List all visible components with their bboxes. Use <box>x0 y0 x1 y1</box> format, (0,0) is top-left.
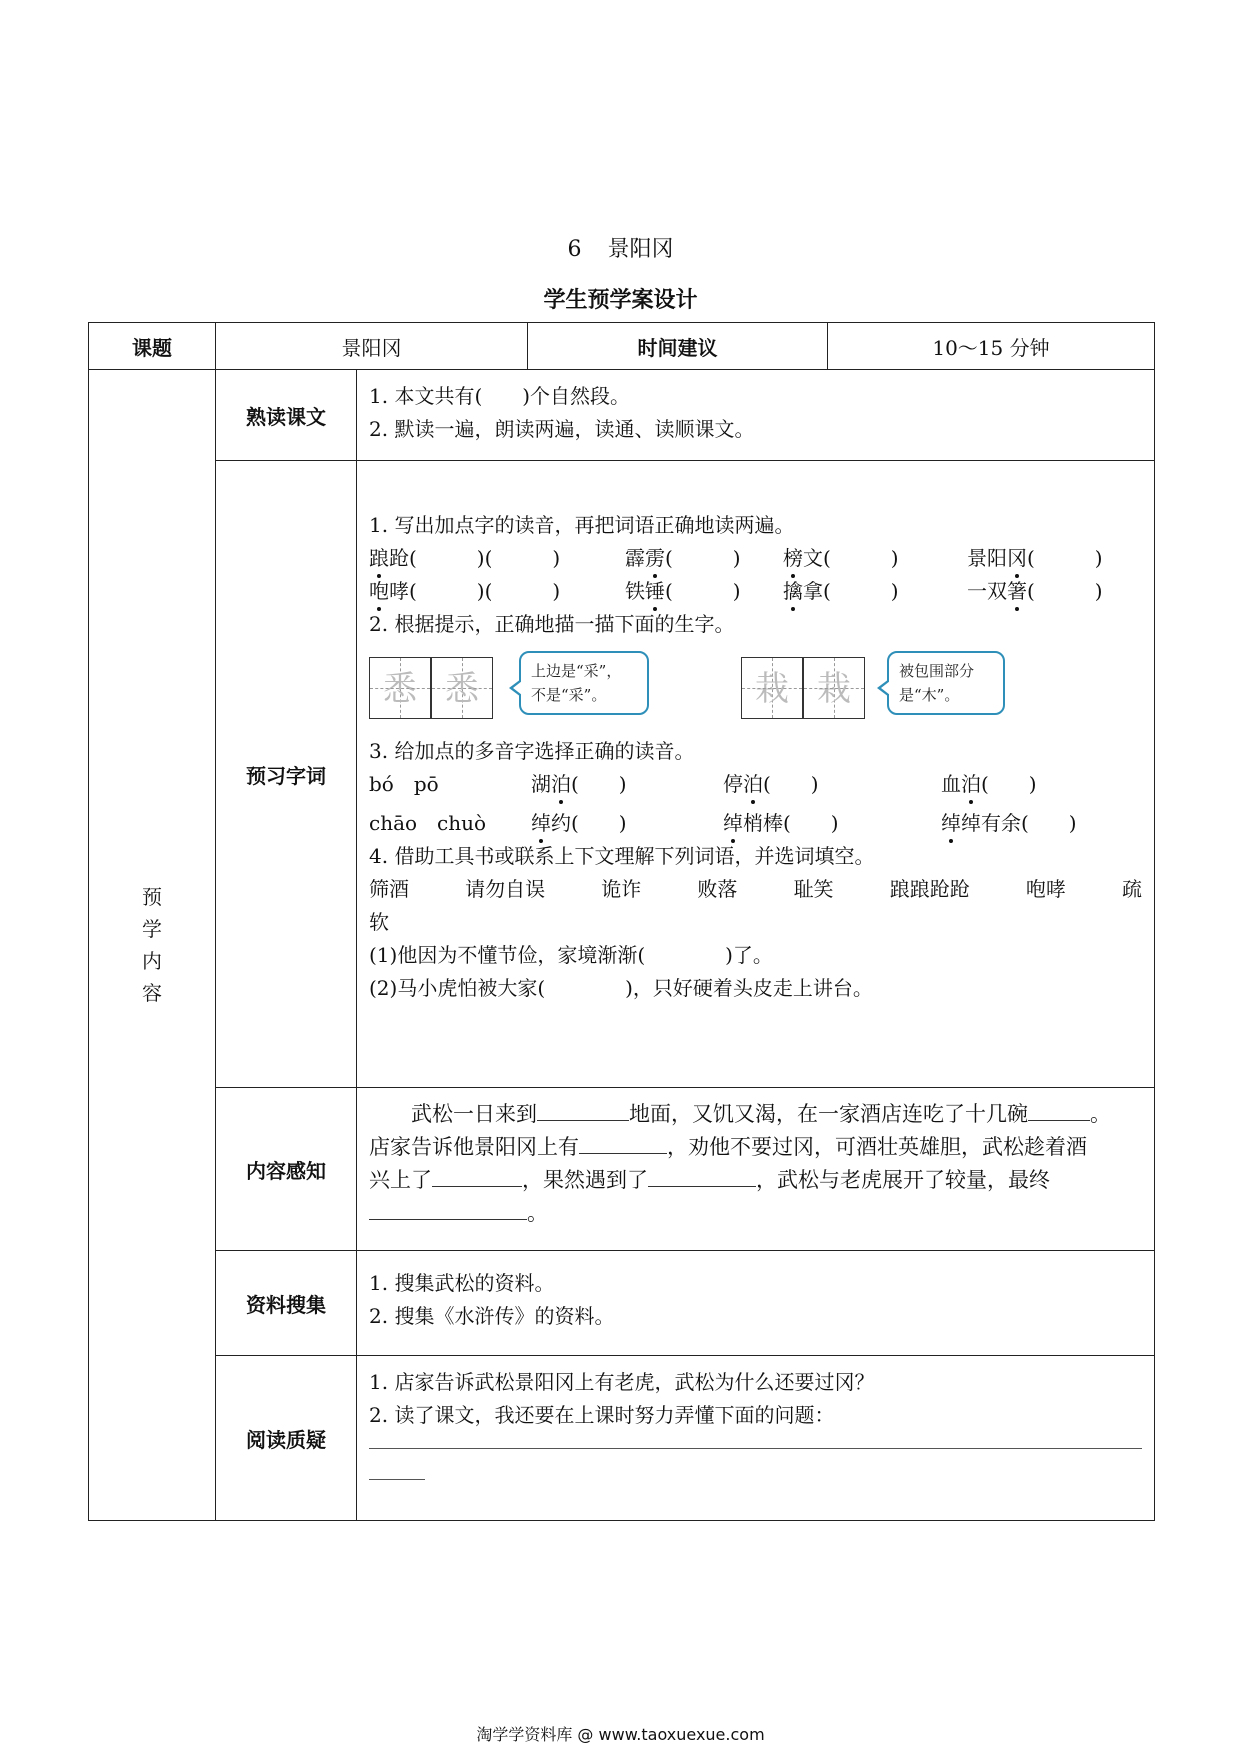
research-content <box>357 1251 1155 1356</box>
answer-line-short <box>369 1479 425 1480</box>
pinyin-row-2 <box>369 575 1142 608</box>
time-label: 时间建议 <box>528 323 828 370</box>
passage-line: 。 <box>369 1197 1142 1230</box>
page-subtitle: 学生预学案设计 <box>543 288 698 313</box>
question-label: 阅读质疑 <box>216 1356 357 1521</box>
word-item: 绰约( ) <box>531 807 723 840</box>
hint-bubble: 上边是“采”， 不是“采”。 <box>519 651 649 715</box>
content-passage <box>357 1088 1155 1251</box>
side-char: 内 <box>142 949 162 973</box>
read-item: 1. 本文共有( )个自然段。 <box>369 384 631 408</box>
word-item: 霹雳( ) <box>625 542 783 575</box>
question-item: 2. 读了课文，我还要在上课时努力弄懂下面的问题： <box>369 1403 835 1427</box>
vocab-word: 请勿自误 <box>465 877 546 901</box>
row-question <box>89 1356 1155 1521</box>
vocab-word-wrap: 软 <box>369 910 389 934</box>
fill-blank-2: (2)马小虎怕被大家( )，只好硬着头皮走上讲台。 <box>369 976 873 1000</box>
hint-bubble: 被包围部分 是“木”。 <box>887 651 1005 715</box>
lesson-name: 景阳冈 <box>607 237 674 262</box>
row-content <box>89 1088 1155 1251</box>
word-item: 湖泊( ) <box>531 768 723 801</box>
content-label: 内容感知 <box>216 1088 357 1251</box>
research-item: 1. 搜集武松的资料。 <box>369 1271 555 1295</box>
fill-blank-1: (1)他因为不懂节俭，家境渐渐( )了。 <box>369 943 773 967</box>
vocab-word: 咆哮 <box>1025 877 1066 901</box>
tian-grid: 栽 <box>741 657 803 719</box>
read-label: 熟读课文 <box>216 370 357 461</box>
vocab-word: 耻笑 <box>793 877 834 901</box>
side-char: 预 <box>142 885 162 909</box>
passage-line: 武松一日来到 地面，又饥又渴，在一家酒店连吃了十几碗 。 <box>369 1098 1142 1131</box>
words-q1: 1. 写出加点字的读音，再把词语正确地读两遍。 <box>369 513 795 537</box>
topic-label: 课题 <box>89 323 216 370</box>
answer-line <box>369 1448 1142 1449</box>
word-item: 铁锤( ) <box>625 575 783 608</box>
header-row <box>89 323 1155 370</box>
lesson-number: 6 <box>567 237 582 262</box>
word-item: 景阳冈( ) <box>967 542 1103 575</box>
words-content <box>357 461 1155 1088</box>
word-item: 绰绰有余( ) <box>941 807 1077 840</box>
question-item: 1. 店家告诉武松景阳冈上有老虎，武松为什么还要过冈？ <box>369 1370 875 1394</box>
pinyin-row-1 <box>369 542 1142 575</box>
vocab-word: 疏 <box>1121 877 1142 901</box>
vocab-word: 筛酒 <box>369 877 409 901</box>
word-item: 绰梢棒( ) <box>723 807 941 840</box>
polyphone-row-1 <box>369 768 1142 801</box>
words-q3: 3. 给加点的多音字选择正确的读音。 <box>369 739 695 763</box>
polyphone-row-2 <box>369 807 1142 840</box>
question-content <box>357 1356 1155 1521</box>
tian-grid: 悉 <box>431 657 493 719</box>
time-value: 10～15 分钟 <box>828 323 1155 370</box>
lesson-title <box>0 232 1241 263</box>
word-item: 擒拿( ) <box>783 575 967 608</box>
read-item: 2. 默读一遍，朗读两遍，读通、读顺课文。 <box>369 417 755 441</box>
row-words <box>89 461 1155 1088</box>
read-content <box>357 370 1155 461</box>
word-item: 一双箸( ) <box>967 575 1103 608</box>
row-research <box>89 1251 1155 1356</box>
word-item: 榜文( ) <box>783 542 967 575</box>
vocab-word: 诡诈 <box>601 877 642 901</box>
side-char: 容 <box>142 981 162 1005</box>
words-q2: 2. 根据提示，正确地描一描下面的生字。 <box>369 612 735 636</box>
research-label: 资料搜集 <box>216 1251 357 1356</box>
preview-table <box>88 322 1155 1521</box>
topic-value: 景阳冈 <box>216 323 528 370</box>
tracing-area <box>369 649 1142 725</box>
vocab-word: 踉踉跄跄 <box>889 877 970 901</box>
passage-line: 店家告诉他景阳冈上有 ，劝他不要过冈，可酒壮英雄胆，武松趁着酒 <box>369 1131 1142 1164</box>
pinyin-options: bó pō <box>369 772 439 796</box>
pinyin-options: chāo chuò <box>369 811 487 835</box>
row-read <box>89 370 1155 461</box>
tian-grid: 栽 <box>803 657 865 719</box>
word-item: 咆哮( )( ) <box>369 575 625 608</box>
page-footer: 淘学学资料库 @ www.taoxuexue.com <box>476 1725 765 1744</box>
research-item: 2. 搜集《水浒传》的资料。 <box>369 1304 615 1328</box>
tian-grid: 悉 <box>369 657 431 719</box>
side-char: 学 <box>142 917 162 941</box>
words-label: 预习字词 <box>216 461 357 1088</box>
words-q4: 4. 借助工具书或联系上下文理解下列词语，并选词填空。 <box>369 844 875 868</box>
vocab-list <box>369 873 1142 906</box>
side-label <box>89 370 216 1521</box>
word-item: 踉跄( )( ) <box>369 542 625 575</box>
passage-line: 兴上了 ，果然遇到了 ，武松与老虎展开了较量，最终 <box>369 1164 1142 1197</box>
word-item: 血泊( ) <box>941 768 1037 801</box>
vocab-word: 败落 <box>697 877 738 901</box>
word-item: 停泊( ) <box>723 768 941 801</box>
